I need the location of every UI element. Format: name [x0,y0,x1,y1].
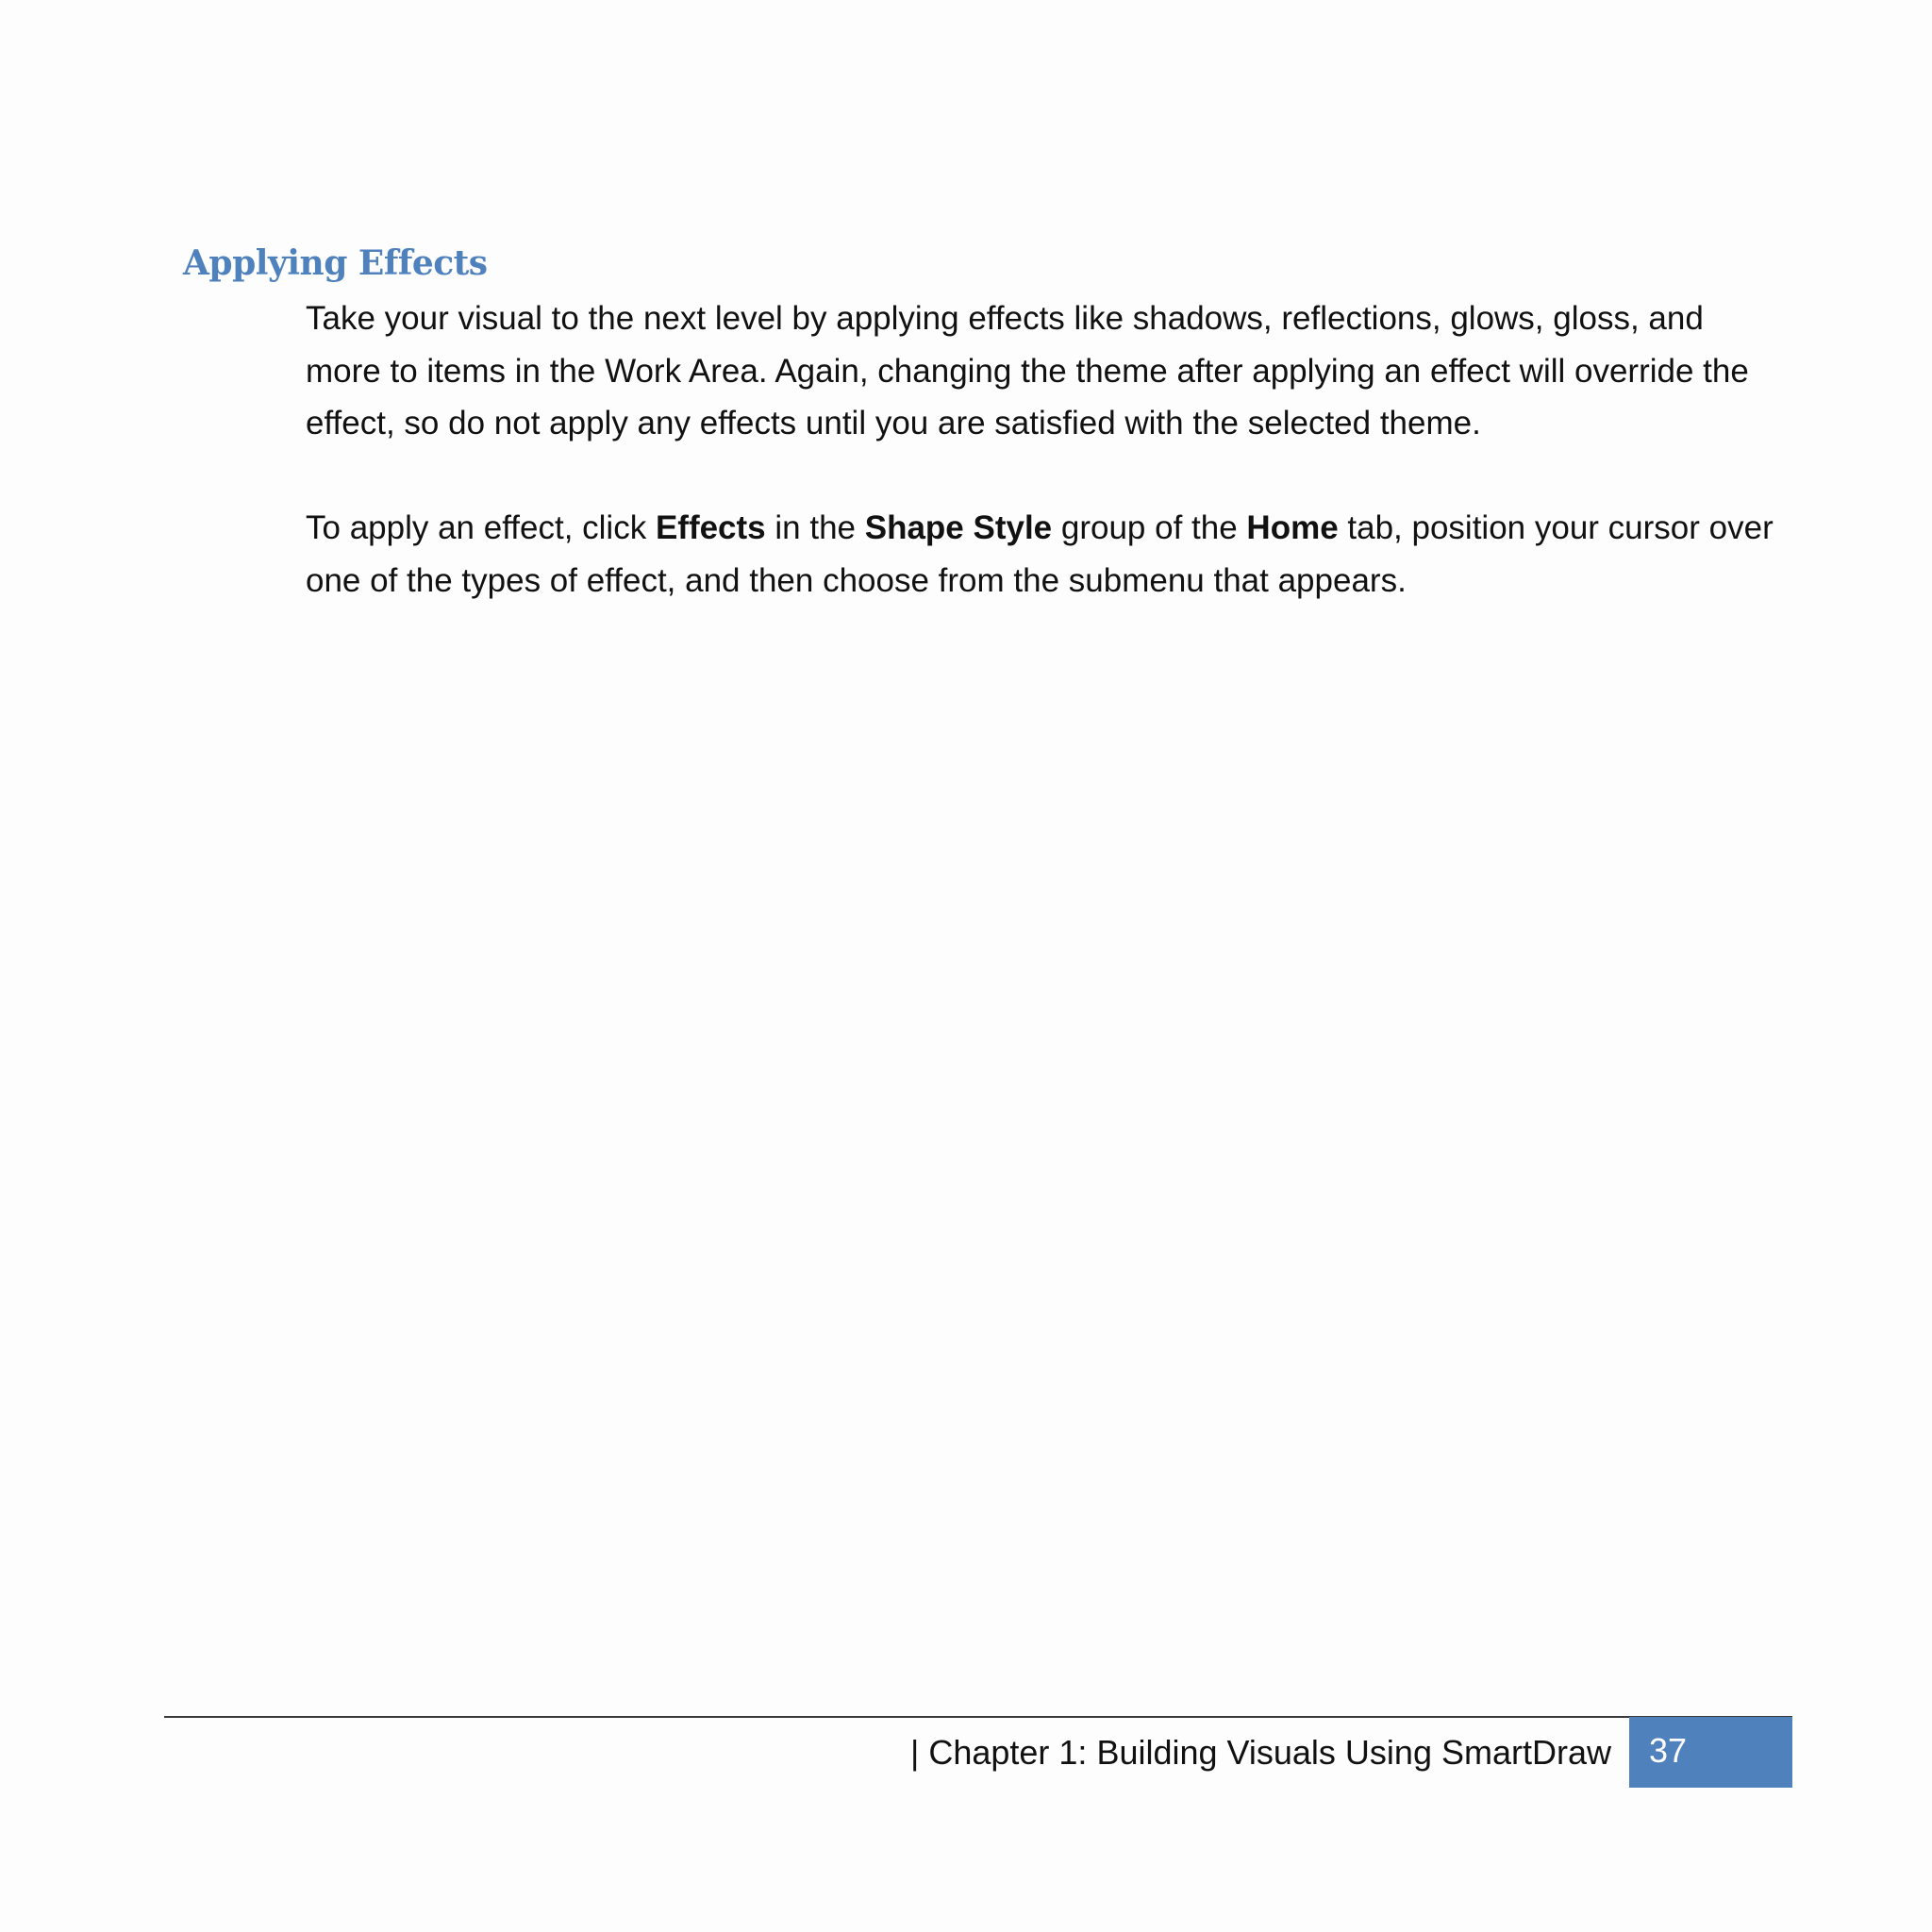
paragraph-text: To apply an effect, click [306,509,656,546]
paragraph-instructions [306,502,1777,607]
page-number: 37 [1649,1731,1688,1770]
section-heading: Applying Effects [183,243,488,283]
paragraph-text: group of the [1052,509,1247,546]
section-body [306,292,1777,607]
footer-divider [164,1716,1792,1718]
paragraph-text: tab, position your cursor over one of the types of effect, and then choose from the submenu that appears. [306,509,1774,599]
page-number-badge [1629,1717,1792,1788]
bold-term-shape-style: Shape Style [864,509,1053,546]
footer-chapter-title: | Chapter 1: Building Visuals Using SmartDraw [909,1733,1611,1772]
bold-term-effects: Effects [655,509,766,546]
paragraph-text: in the [765,509,865,546]
bold-term-home: Home [1246,509,1339,546]
paragraph-intro: Take your visual to the next level by applying effects like shadows, reflections, glows, gloss, and more to items in the Work Area. Again, changing the theme after applying an effect will override the effect, so do not apply any effects until you are satisfied with the selected theme. [306,300,1749,441]
